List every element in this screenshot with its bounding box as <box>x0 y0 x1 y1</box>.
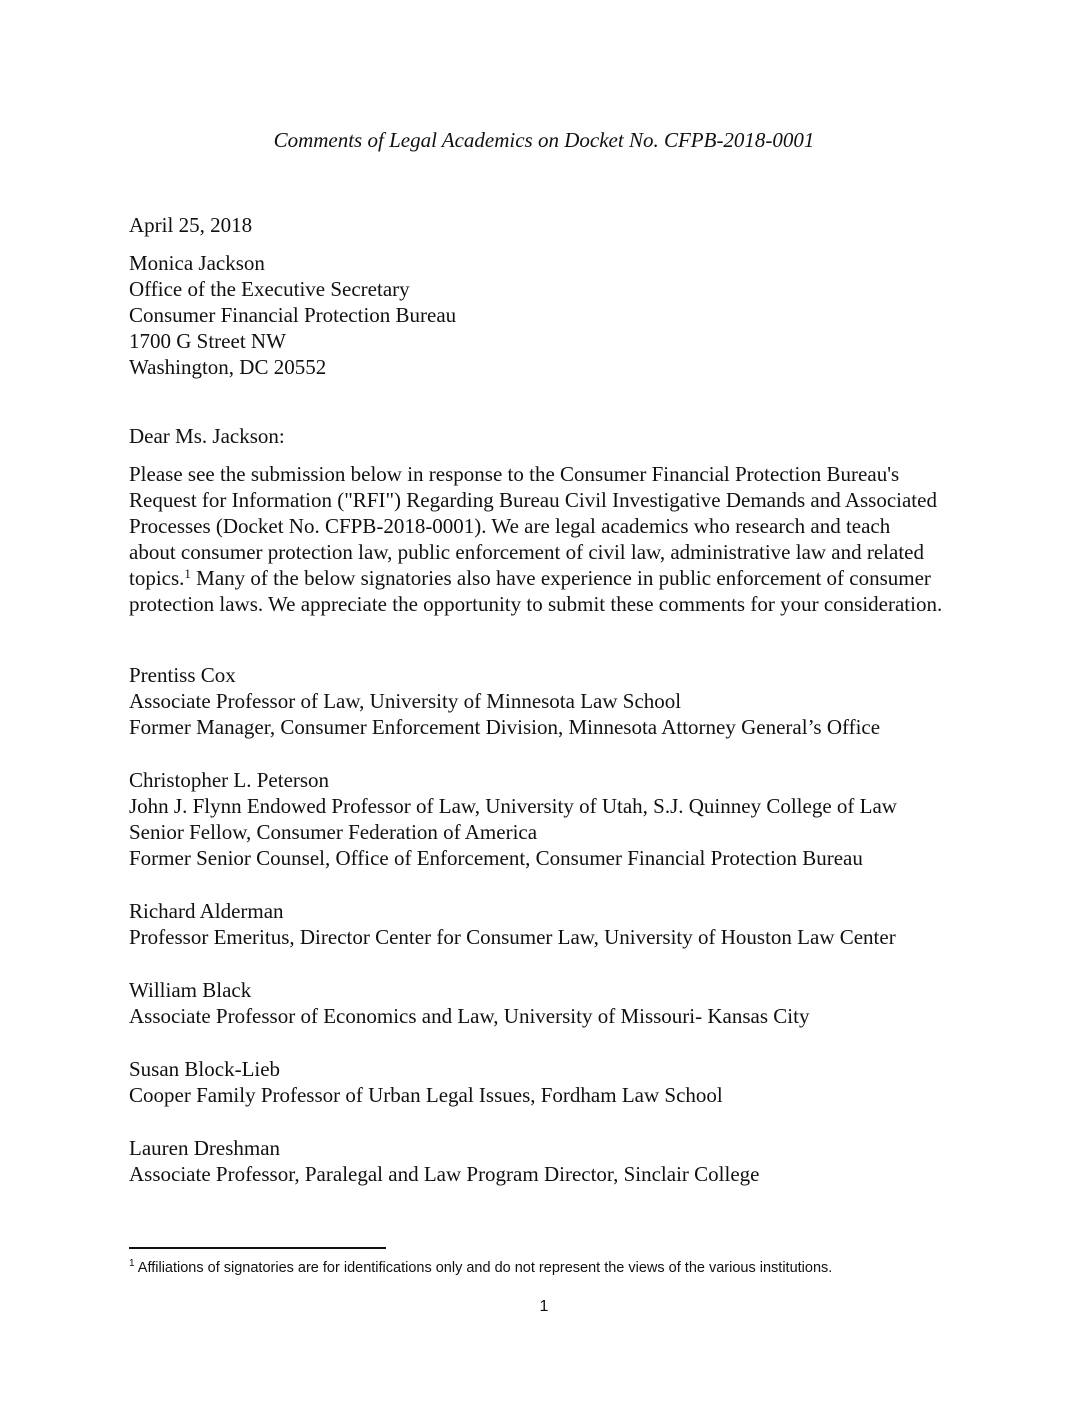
address-line: Washington, DC 20552 <box>129 355 327 379</box>
footnote-text: Affiliations of signatories are for identifications only and do not represent the views of the various institutions. <box>134 1260 833 1276</box>
body-line: protection laws. We appreciate the opportunity to submit these comments for your consideration. <box>129 592 943 616</box>
signatory-role: John J. Flynn Endowed Professor of Law, University of Utah, S.J. Quinney College of Law <box>129 794 897 818</box>
signatory-name: William Black <box>129 978 252 1002</box>
signatory-role: Associate Professor of Law, University of Minnesota Law School <box>129 689 682 713</box>
address-line: Monica Jackson <box>129 251 265 275</box>
address-line: 1700 G Street NW <box>129 329 286 353</box>
date-text: April 25, 2018 <box>129 213 253 237</box>
address-line: Consumer Financial Protection Bureau <box>129 303 457 327</box>
footnote <box>129 1260 832 1276</box>
signatory-role: Former Senior Counsel, Office of Enforcement, Consumer Financial Protection Bureau <box>129 846 863 870</box>
document-title: Comments of Legal Academics on Docket No. CFPB-2018-0001 <box>273 128 815 152</box>
footnote-reference: 1 <box>184 566 191 581</box>
body-line: Processes (Docket No. CFPB-2018-0001). We are legal academics who research and teach <box>129 514 891 538</box>
body-line-text: Many of the below signatories also have experience in public enforcement of consumer <box>190 566 931 590</box>
signatory-list <box>129 662 969 1214</box>
signatory-name: Susan Block-Lieb <box>129 1057 281 1081</box>
body-line: Please see the submission below in response to the Consumer Financial Protection Bureau's <box>129 462 900 486</box>
signatory-name: Christopher L. Peterson <box>129 768 330 792</box>
signatory-role: Former Manager, Consumer Enforcement Division, Minnesota Attorney General’s Office <box>129 715 881 739</box>
body-line-text: topics. <box>129 566 185 590</box>
body-paragraph <box>129 461 969 617</box>
signatory <box>129 767 969 871</box>
signatory <box>129 977 969 1029</box>
body-line: about consumer protection law, public enforcement of civil law, administrative law and related <box>129 540 924 564</box>
signatory <box>129 1056 969 1108</box>
body-line <box>129 565 969 591</box>
signatory-role: Associate Professor, Paralegal and Law Program Director, Sinclair College <box>129 1162 760 1186</box>
signatory-role: Associate Professor of Economics and Law, University of Missouri- Kansas City <box>129 1004 810 1028</box>
signatory-name: Richard Alderman <box>129 899 284 923</box>
body-line: Request for Information ("RFI") Regarding Bureau Civil Investigative Demands and Associated <box>129 488 937 512</box>
salutation <box>129 423 969 449</box>
footnote-mark: 1 <box>129 1258 135 1269</box>
signatory-role: Senior Fellow, Consumer Federation of America <box>129 820 538 844</box>
footnote-divider <box>129 1247 386 1249</box>
signatory-role: Cooper Family Professor of Urban Legal Issues, Fordham Law School <box>129 1083 723 1107</box>
signatory-name: Lauren Dreshman <box>129 1136 281 1160</box>
recipient-address <box>129 250 969 380</box>
salutation-text: Dear Ms. Jackson: <box>129 424 285 448</box>
address-line: Office of the Executive Secretary <box>129 277 410 301</box>
signatory-name: Prentiss Cox <box>129 663 236 687</box>
signatory <box>129 662 969 740</box>
letter-date <box>129 212 969 238</box>
page-number: 1 <box>539 1298 549 1315</box>
signatory <box>129 898 969 950</box>
signatory-role: Professor Emeritus, Director Center for Consumer Law, University of Houston Law Center <box>129 925 896 949</box>
signatory <box>129 1135 969 1187</box>
